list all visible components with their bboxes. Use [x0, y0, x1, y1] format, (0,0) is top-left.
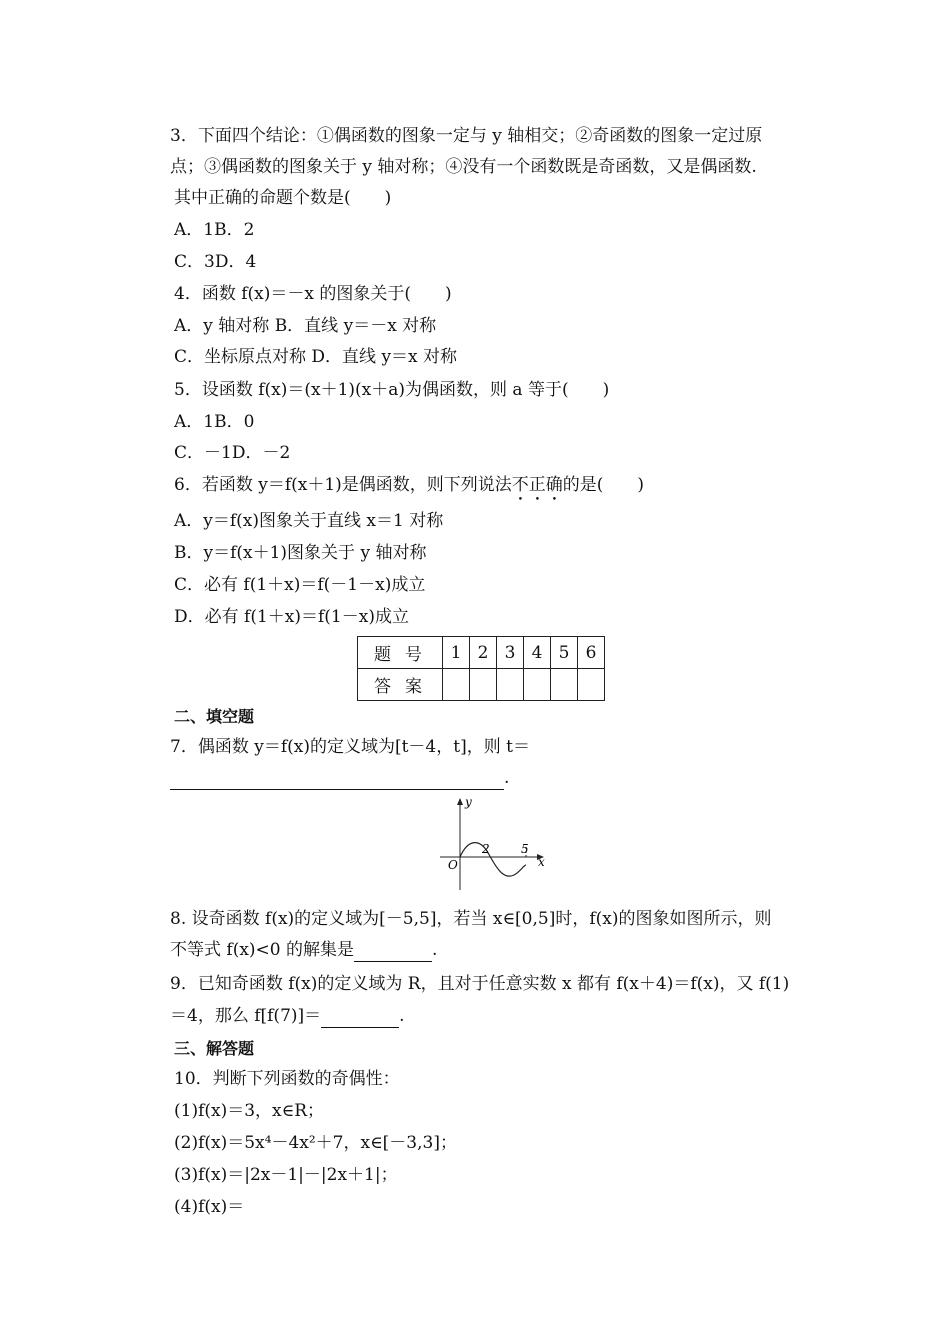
q6-stem-pre: 6．若函数 y＝f(x＋1)是偶函数，则下列说法	[174, 475, 512, 495]
q10-part-2: (2)f(x)＝5x⁴－4x²＋7，x∈[－3,3]；	[174, 1133, 457, 1153]
q6-stem	[174, 473, 644, 505]
answer-table-answer-row	[358, 669, 605, 701]
q9-line-1: 9．已知奇函数 f(x)的定义域为 R，且对于任意实数 x 都有 f(x＋4)＝f(x)，又 f(1)	[170, 974, 790, 994]
q5-options-cd: C．－1D．－2	[174, 443, 291, 463]
graph-tick-5: 5	[521, 842, 529, 856]
q9-line-2	[170, 1004, 405, 1028]
q8-line-2	[170, 938, 437, 962]
answer-table-number: 1	[443, 637, 470, 669]
answer-table-number: 2	[470, 637, 497, 669]
q4-options-ab: A．y 轴对称 B．直线 y＝－x 对称	[174, 316, 437, 336]
q7-tail: .	[504, 768, 510, 788]
q8-line-2-pre: 不等式 f(x)<0 的解集是	[170, 940, 355, 960]
q10-part-4: (4)f(x)＝	[174, 1197, 245, 1217]
section-answer-heading: 三、解答题	[174, 1039, 255, 1058]
q9-blank[interactable]	[321, 1009, 399, 1028]
q9-line-2-post: .	[399, 1006, 405, 1026]
q6-option-a: A．y＝f(x)图象关于直线 x＝1 对称	[174, 511, 444, 531]
graph-y-label: y	[465, 795, 472, 809]
q7-blank[interactable]	[170, 771, 504, 790]
answer-cell[interactable]	[524, 669, 551, 701]
answer-table-number-label: 题号	[358, 637, 443, 669]
q8-blank[interactable]	[354, 943, 432, 962]
answer-table	[357, 636, 605, 701]
q10-stem: 10．判断下列函数的奇偶性：	[174, 1069, 400, 1089]
q4-stem: 4．函数 f(x)＝－x 的图象关于( )	[174, 284, 452, 304]
q10-part-3: (3)f(x)＝|2x－1|－|2x＋1|；	[174, 1165, 398, 1185]
q8-line-2-post: .	[432, 940, 438, 960]
q5-stem: 5．设函数 f(x)＝(x＋1)(x＋a)为偶函数，则 a 等于( )	[174, 380, 610, 400]
section-fill-in-heading: 二、填空题	[174, 707, 255, 726]
graph-y-arrow	[457, 798, 463, 805]
q9-line-2-pre: ＝4，那么 f[f(7)]＝	[170, 1006, 322, 1026]
q3-options-ab: A．1B．2	[174, 220, 255, 240]
q10-part-1: (1)f(x)＝3，x∈R；	[174, 1101, 325, 1121]
q6-stem-post: 的是( )	[562, 475, 645, 495]
q7-stem: 7．偶函数 y＝f(x)的定义域为[t－4，t]，则 t＝	[170, 737, 530, 757]
answer-cell[interactable]	[551, 669, 578, 701]
answer-table-header-row	[358, 637, 605, 669]
answer-table-number: 5	[551, 637, 578, 669]
graph-tick-2: 2	[482, 842, 490, 856]
q6-option-c: C．必有 f(1＋x)＝f(－1－x)成立	[174, 575, 426, 595]
answer-cell[interactable]	[470, 669, 497, 701]
q8-line-1: 8. 设奇函数 f(x)的定义域为[－5,5]，若当 x∈[0,5]时，f(x)的图象如图所示，则	[170, 909, 772, 929]
function-graph	[432, 795, 552, 895]
q6-option-d: D．必有 f(1＋x)＝f(1－x)成立	[174, 607, 409, 627]
q3-options-cd: C．3D．4	[174, 252, 257, 272]
graph-curve	[460, 843, 526, 877]
answer-table-answer-label: 答案	[358, 669, 443, 701]
graph-origin-label: O	[448, 858, 458, 872]
graph-x-label: x	[538, 855, 545, 869]
q5-options-ab: A．1B．0	[174, 412, 255, 432]
q3-line-2: 点；③偶函数的图象关于 y 轴对称；④没有一个函数既是奇函数，又是偶函数.	[170, 157, 757, 177]
q7-answer-line	[170, 766, 509, 790]
q4-options-cd: C．坐标原点对称 D．直线 y＝x 对称	[174, 347, 458, 367]
answer-table-number: 3	[497, 637, 524, 669]
answer-table-number: 4	[524, 637, 551, 669]
q6-emphasis: 不正确	[511, 475, 563, 495]
q6-option-b: B．y＝f(x＋1)图象关于 y 轴对称	[174, 543, 427, 563]
answer-cell[interactable]	[443, 669, 470, 701]
answer-cell[interactable]	[578, 669, 605, 701]
q3-line-3: 其中正确的命题个数是( )	[174, 188, 392, 208]
answer-cell[interactable]	[497, 669, 524, 701]
q3-line-1: 3．下面四个结论：①偶函数的图象一定与 y 轴相交；②奇函数的图象一定过原	[170, 126, 763, 146]
answer-table-number: 6	[578, 637, 605, 669]
